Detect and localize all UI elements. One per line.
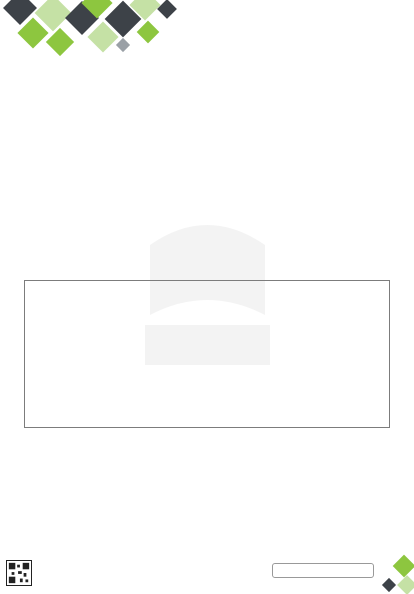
decorative-squares-icon xyxy=(0,0,414,80)
appendix-box xyxy=(24,280,390,428)
qr-code-icon xyxy=(6,560,32,586)
page-number xyxy=(272,563,374,578)
corner-squares-icon xyxy=(374,554,414,594)
footer xyxy=(0,560,414,594)
